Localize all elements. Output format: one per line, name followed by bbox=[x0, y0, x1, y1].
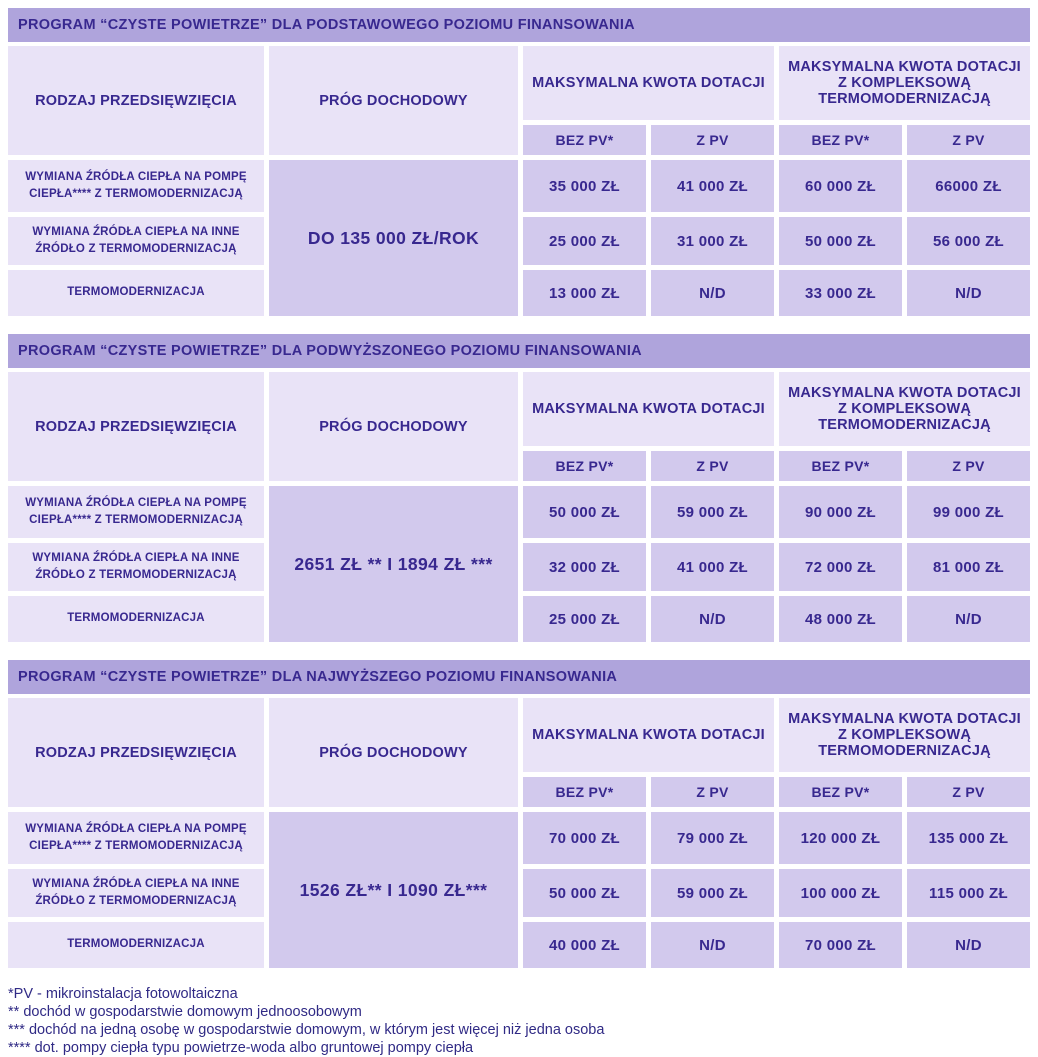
subheader-bez-pv: BEZ PV* bbox=[523, 777, 646, 807]
row-label: WYMIANA ŹRÓDŁA CIEPŁA NA POMPĘ CIEPŁA**** Z TERMOMODERNIZACJĄ bbox=[8, 486, 264, 538]
grant-value: N/D bbox=[651, 596, 774, 642]
income-threshold-value: 1526 ZŁ** I 1090 ZŁ*** bbox=[269, 812, 518, 968]
grant-value: N/D bbox=[907, 922, 1030, 968]
grant-value: 81 000 ZŁ bbox=[907, 543, 1030, 591]
col-header-prog-dochodowy: PRÓG DOCHODOWY bbox=[269, 372, 518, 481]
row-label: TERMOMODERNIZACJA bbox=[8, 922, 264, 968]
grant-value: 33 000 ZŁ bbox=[779, 270, 902, 316]
col-header-maksymalna-kwota-kompleksowa: MAKSYMALNA KWOTA DOTACJI Z KOMPLEKSOWĄ TERMOMODERNIZACJĄ bbox=[779, 698, 1030, 772]
grant-value: 56 000 ZŁ bbox=[907, 217, 1030, 265]
grant-value: 72 000 ZŁ bbox=[779, 543, 902, 591]
subheader-bez-pv: BEZ PV* bbox=[523, 125, 646, 155]
subheader-bez-pv: BEZ PV* bbox=[779, 125, 902, 155]
col-header-prog-dochodowy: PRÓG DOCHODOWY bbox=[269, 46, 518, 155]
col-header-maksymalna-kwota-kompleksowa: MAKSYMALNA KWOTA DOTACJI Z KOMPLEKSOWĄ TERMOMODERNIZACJĄ bbox=[779, 46, 1030, 120]
grant-value: 100 000 ZŁ bbox=[779, 869, 902, 917]
section-title: PROGRAM “CZYSTE POWIETRZE” DLA PODSTAWOWEGO POZIOMU FINANSOWANIA bbox=[18, 17, 635, 33]
grant-value: 79 000 ZŁ bbox=[651, 812, 774, 864]
grant-value: 31 000 ZŁ bbox=[651, 217, 774, 265]
grant-value: 25 000 ZŁ bbox=[523, 217, 646, 265]
grant-value: N/D bbox=[651, 922, 774, 968]
section-basic-funding bbox=[8, 8, 1030, 316]
grant-value: 50 000 ZŁ bbox=[523, 486, 646, 538]
grant-value: 41 000 ZŁ bbox=[651, 160, 774, 212]
grant-value: 32 000 ZŁ bbox=[523, 543, 646, 591]
col-header-maksymalna-kwota: MAKSYMALNA KWOTA DOTACJI bbox=[523, 46, 774, 120]
subheader-bez-pv: BEZ PV* bbox=[779, 777, 902, 807]
col-header-maksymalna-kwota: MAKSYMALNA KWOTA DOTACJI bbox=[523, 698, 774, 772]
grant-value: 70 000 ZŁ bbox=[779, 922, 902, 968]
section-title-bar bbox=[8, 660, 1030, 694]
col-header-maksymalna-kwota-kompleksowa: MAKSYMALNA KWOTA DOTACJI Z KOMPLEKSOWĄ TERMOMODERNIZACJĄ bbox=[779, 372, 1030, 446]
grant-value: 50 000 ZŁ bbox=[523, 869, 646, 917]
footnote-single-household: ** dochód w gospodarstwie domowym jednoosobowym bbox=[8, 1004, 362, 1020]
income-threshold-value: 2651 ZŁ ** I 1894 ZŁ *** bbox=[269, 486, 518, 642]
grant-value: 120 000 ZŁ bbox=[779, 812, 902, 864]
income-threshold-value: DO 135 000 ZŁ/ROK bbox=[269, 160, 518, 316]
grant-value: N/D bbox=[907, 596, 1030, 642]
grant-value: N/D bbox=[907, 270, 1030, 316]
grant-value: 13 000 ZŁ bbox=[523, 270, 646, 316]
subheader-bez-pv: BEZ PV* bbox=[523, 451, 646, 481]
grant-value: 90 000 ZŁ bbox=[779, 486, 902, 538]
row-label: TERMOMODERNIZACJA bbox=[8, 596, 264, 642]
footnote-pv: *PV - mikroinstalacja fotowoltaiczna bbox=[8, 986, 238, 1002]
grant-value: 59 000 ZŁ bbox=[651, 869, 774, 917]
grant-value: 50 000 ZŁ bbox=[779, 217, 902, 265]
row-label: WYMIANA ŹRÓDŁA CIEPŁA NA INNE ŹRÓDŁO Z TERMOMODERNIZACJĄ bbox=[8, 869, 264, 917]
row-label: WYMIANA ŹRÓDŁA CIEPŁA NA POMPĘ CIEPŁA**** Z TERMOMODERNIZACJĄ bbox=[8, 160, 264, 212]
section-title: PROGRAM “CZYSTE POWIETRZE” DLA PODWYŻSZONEGO POZIOMU FINANSOWANIA bbox=[18, 343, 642, 359]
footnote-multi-household: *** dochód na jedną osobę w gospodarstwie domowym, w którym jest więcej niż jedna osoba bbox=[8, 1022, 605, 1038]
subheader-z-pv: Z PV bbox=[651, 125, 774, 155]
funding-table bbox=[8, 698, 1030, 968]
subheader-z-pv: Z PV bbox=[651, 451, 774, 481]
footnotes bbox=[8, 986, 1030, 1057]
subheader-z-pv: Z PV bbox=[651, 777, 774, 807]
col-header-maksymalna-kwota: MAKSYMALNA KWOTA DOTACJI bbox=[523, 372, 774, 446]
col-header-rodzaj: RODZAJ PRZEDSIĘWZIĘCIA bbox=[8, 372, 264, 481]
section-highest-funding bbox=[8, 660, 1030, 968]
grant-value: 25 000 ZŁ bbox=[523, 596, 646, 642]
row-label: WYMIANA ŹRÓDŁA CIEPŁA NA POMPĘ CIEPŁA**** Z TERMOMODERNIZACJĄ bbox=[8, 812, 264, 864]
col-header-rodzaj: RODZAJ PRZEDSIĘWZIĘCIA bbox=[8, 698, 264, 807]
grant-value: 135 000 ZŁ bbox=[907, 812, 1030, 864]
subheader-z-pv: Z PV bbox=[907, 777, 1030, 807]
footnote-heat-pump: **** dot. pompy ciepła typu powietrze-woda albo gruntowej pompy ciepła bbox=[8, 1040, 474, 1056]
grant-value: 35 000 ZŁ bbox=[523, 160, 646, 212]
grant-value: 70 000 ZŁ bbox=[523, 812, 646, 864]
row-label: TERMOMODERNIZACJA bbox=[8, 270, 264, 316]
funding-table bbox=[8, 372, 1030, 642]
grant-value: 115 000 ZŁ bbox=[907, 869, 1030, 917]
section-title-bar bbox=[8, 8, 1030, 42]
grant-value: 60 000 ZŁ bbox=[779, 160, 902, 212]
grant-value: 99 000 ZŁ bbox=[907, 486, 1030, 538]
grant-value: N/D bbox=[651, 270, 774, 316]
grant-value: 41 000 ZŁ bbox=[651, 543, 774, 591]
subheader-bez-pv: BEZ PV* bbox=[779, 451, 902, 481]
section-title: PROGRAM “CZYSTE POWIETRZE” DLA NAJWYŻSZEGO POZIOMU FINANSOWANIA bbox=[18, 669, 618, 685]
grant-value: 40 000 ZŁ bbox=[523, 922, 646, 968]
grant-value: 66000 ZŁ bbox=[907, 160, 1030, 212]
grant-value: 48 000 ZŁ bbox=[779, 596, 902, 642]
col-header-rodzaj: RODZAJ PRZEDSIĘWZIĘCIA bbox=[8, 46, 264, 155]
subheader-z-pv: Z PV bbox=[907, 451, 1030, 481]
section-title-bar bbox=[8, 334, 1030, 368]
subheader-z-pv: Z PV bbox=[907, 125, 1030, 155]
section-increased-funding bbox=[8, 334, 1030, 642]
col-header-prog-dochodowy: PRÓG DOCHODOWY bbox=[269, 698, 518, 807]
row-label: WYMIANA ŹRÓDŁA CIEPŁA NA INNE ŹRÓDŁO Z TERMOMODERNIZACJĄ bbox=[8, 543, 264, 591]
funding-table bbox=[8, 46, 1030, 316]
row-label: WYMIANA ŹRÓDŁA CIEPŁA NA INNE ŹRÓDŁO Z TERMOMODERNIZACJĄ bbox=[8, 217, 264, 265]
grant-value: 59 000 ZŁ bbox=[651, 486, 774, 538]
